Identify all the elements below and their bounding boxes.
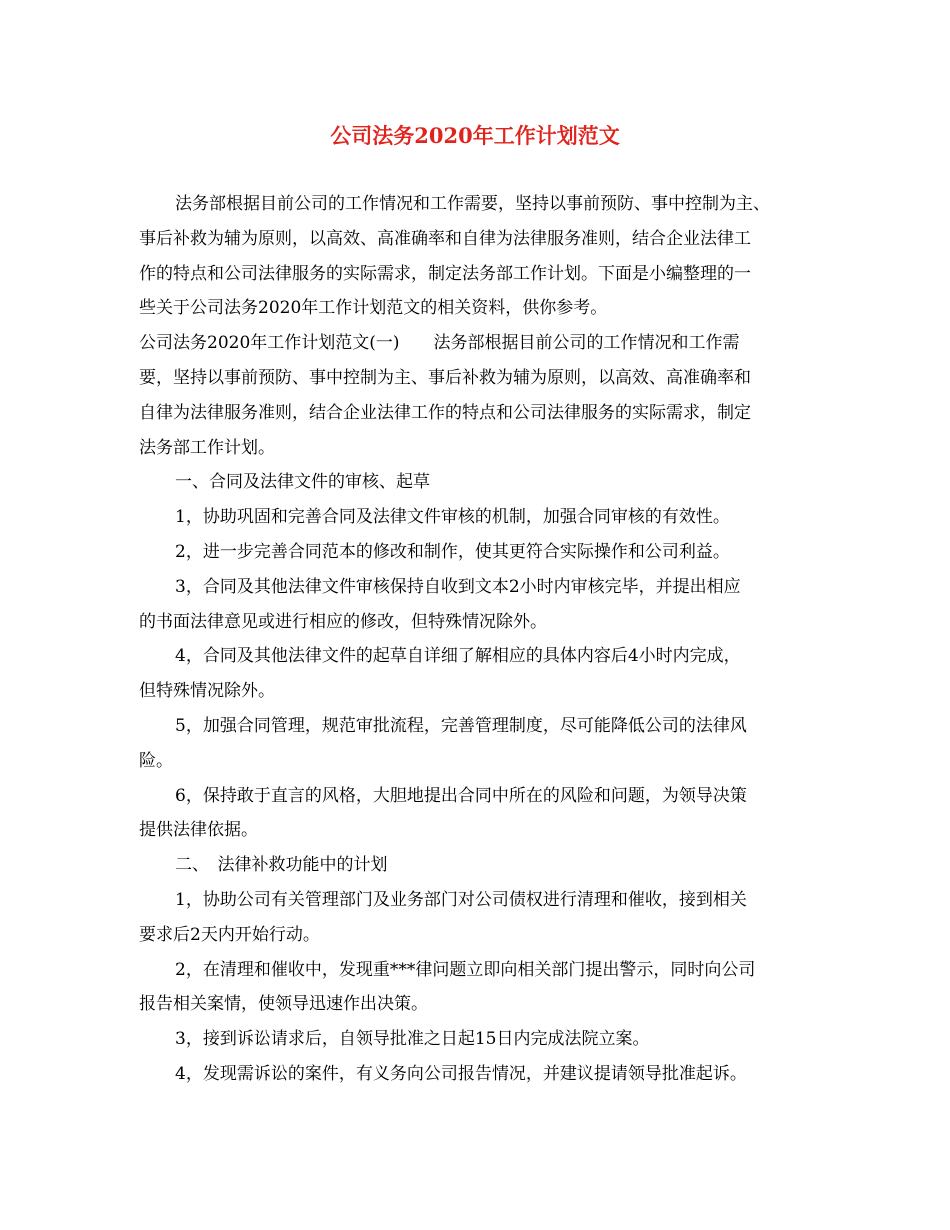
- text-line: 1，协助巩固和完善合同及法律文件审核的机制，加强合同审核的有效性。: [175, 507, 730, 528]
- text-line: 要求后2天内开始行动。: [139, 924, 320, 945]
- text-line: 3，合同及其他法律文件审核保持自收到文本2小时内审核完毕，并提出相应: [175, 576, 741, 597]
- document-title: 公司法务2020年工作计划范文: [330, 123, 620, 148]
- text-line: 一、合同及法律文件的审核、起草: [175, 472, 430, 493]
- text-line: 2，进一步完善合同范本的修改和制作，使其更符合实际操作和公司利益。: [175, 541, 730, 562]
- text-line: 4，合同及其他法律文件的起草自详细了解相应的具体内容后4小时内完成，: [175, 646, 741, 667]
- text-line: 作的特点和公司法律服务的实际需求，制定法务部工作计划。下面是小编整理的一: [139, 263, 751, 284]
- text-line: 法务部根据目前公司的工作情况和工作需要，坚持以事前预防、事中控制为主、: [175, 194, 770, 214]
- text-line: 6，保持敢于直言的风格，大胆地提出合同中所在的风险和问题，为领导决策: [175, 785, 747, 806]
- text-line: 4，发现需诉讼的案件，有义务向公司报告情况，并建议提请领导批准起诉。: [175, 1063, 747, 1084]
- text-line: 但特殊情况除外。: [139, 681, 275, 702]
- document-body: [139, 187, 829, 1092]
- text-line: 要，坚持以事前预防、事中控制为主、事后补救为辅为原则，以高效、高准确率和: [139, 367, 751, 388]
- text-line: 险。: [139, 750, 173, 771]
- text-line: 事后补救为辅为原则，以高效、高准确率和自律为法律服务准则，结合企业法律工: [139, 228, 751, 249]
- text-line: 法务部工作计划。: [139, 437, 275, 458]
- text-line: 2，在清理和催收中，发现重***律问题立即向相关部门提出警示，同时向公司: [175, 959, 756, 980]
- text-line: 报告相关案情，使领导迅速作出决策。: [139, 994, 428, 1015]
- text-line: 公司法务2020年工作计划范文(一) 法务部根据目前公司的工作情况和工作需: [139, 333, 740, 354]
- text-line: 些关于公司法务2020年工作计划范文的相关资料，供你参考。: [139, 298, 608, 319]
- text-line: 提供法律依据。: [139, 820, 258, 841]
- text-line: 5，加强合同管理，规范审批流程，完善管理制度，尽可能降低公司的法律风: [175, 715, 747, 736]
- text-line: 的书面法律意见或进行相应的修改，但特殊情况除外。: [139, 611, 547, 632]
- text-line: 二、 法律补救功能中的计划: [175, 855, 388, 876]
- text-line: 自律为法律服务准则，结合企业法律工作的特点和公司法律服务的实际需求，制定: [139, 402, 751, 423]
- text-line: 3，接到诉讼请求后，自领导批准之日起15日内完成法院立案。: [175, 1029, 650, 1050]
- text-line: 1，协助公司有关管理部门及业务部门对公司债权进行清理和催收，接到相关: [175, 889, 747, 910]
